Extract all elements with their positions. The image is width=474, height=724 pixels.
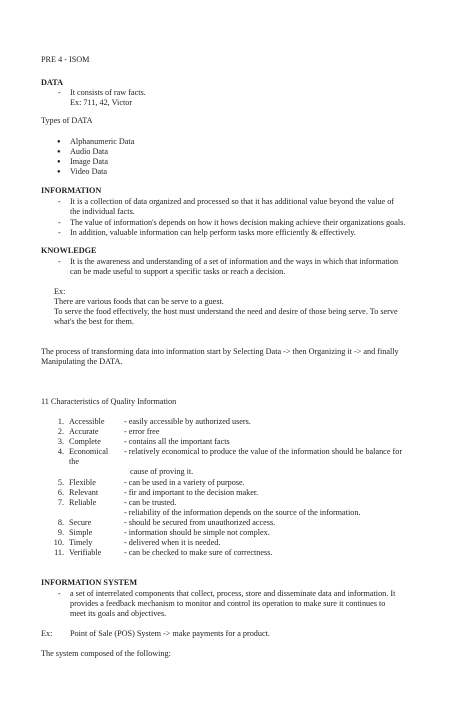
characteristic-number: 10. (53, 538, 64, 547)
dash-bullet: - (58, 257, 61, 266)
knowledge-line-2: can be made useful to support a specific tasks or reach a decision. (70, 267, 286, 276)
characteristic-term: Accessible (69, 417, 105, 426)
characteristic-number: 2. (57, 427, 64, 436)
characteristic-term: Simple (69, 528, 93, 537)
characteristic-description: - delivered when it is needed. (124, 538, 221, 547)
information-item-1-line-2: the individual facts. (70, 207, 135, 216)
information-system-heading: INFORMATION SYSTEM (41, 578, 138, 587)
characteristics-heading: 11 Characteristics of Quality Information (41, 397, 177, 406)
characteristic-number: 8. (57, 518, 64, 527)
characteristic-description: - should be secured from unauthorized access. (124, 518, 276, 527)
characteristic-description: - can be checked to make sure of correctness. (124, 548, 273, 557)
characteristic-number: 7. (57, 498, 64, 507)
system-composed-line: The system composed of the following: (41, 649, 171, 658)
characteristic-term: Timely (69, 538, 93, 547)
knowledge-example-3: what's the best for them. (54, 317, 134, 326)
characteristic-number: 11. (54, 548, 64, 557)
process-line-2: Manipulating the DATA. (41, 357, 123, 366)
characteristic-description: cause of proving it. (130, 467, 194, 476)
list-item: Alphanumeric Data (70, 137, 135, 146)
bullet-icon: ● (57, 139, 61, 145)
characteristic-number: 1. (57, 417, 64, 426)
information-heading: INFORMATION (41, 186, 102, 195)
knowledge-example-2: To serve the food effectively, the host must understand the need and desire of those being serve. To serve (54, 307, 398, 316)
knowledge-ex-label: Ex: (54, 287, 66, 296)
list-item: Video Data (70, 167, 108, 176)
information-system-line-3: meet its goals and objectives. (70, 609, 167, 618)
information-item-3: In addition, valuable information can help perform tasks more efficiently & effectively. (70, 228, 356, 237)
bullet-icon: ● (57, 149, 61, 155)
bullet-icon: ● (57, 159, 61, 165)
dash-bullet: - (58, 589, 61, 598)
process-line-1: The process of transforming data into information start by Selecting Data -> then Organizing it -> and finally (41, 347, 399, 356)
characteristic-number: 6. (57, 488, 64, 497)
characteristic-term: Secure (69, 518, 92, 527)
characteristic-number: 9. (57, 528, 64, 537)
dash-bullet: - (58, 218, 61, 227)
characteristic-term: the (69, 457, 80, 466)
characteristic-term: Accurate (69, 427, 99, 436)
characteristic-description: - information should be simple not complex. (124, 528, 270, 537)
characteristic-description: - can be used in a variety of purpose. (124, 478, 245, 487)
characteristic-number: 4. (57, 447, 64, 456)
document-header: PRE 4 - ISOM (41, 55, 90, 64)
data-line-1: It consists of raw facts. (70, 88, 146, 97)
list-item: Image Data (70, 157, 108, 166)
characteristic-number: 5. (57, 478, 64, 487)
information-system-ex-label: Ex: (41, 629, 53, 638)
types-of-data-heading: Types of DATA (41, 116, 93, 125)
dash-bullet: - (58, 228, 61, 237)
information-system-line-1: a set of interrelated components that collect, process, store and disseminate data and information. It (70, 589, 396, 598)
characteristic-term: Reliable (69, 498, 97, 507)
data-heading: DATA (41, 78, 63, 87)
bullet-icon: ● (57, 169, 61, 175)
characteristic-term: Flexible (69, 478, 96, 487)
characteristic-description: - fir and important to the decision maker. (124, 488, 259, 497)
list-item: Audio Data (70, 147, 108, 156)
information-system-ex-text: Point of Sale (POS) System -> make payments for a product. (70, 629, 270, 638)
dash-bullet: - (58, 88, 61, 97)
knowledge-heading: KNOWLEDGE (41, 246, 97, 255)
information-item-2: The value of information's depends on how it hows decision making achieve their organizations goals. (70, 218, 406, 227)
characteristic-description: - error free (124, 427, 160, 436)
dash-bullet: - (58, 197, 61, 206)
characteristic-number: 3. (57, 437, 64, 446)
characteristic-description: - relatively economical to produce the value of the information should be balance for (124, 447, 403, 456)
information-system-line-2: provides a feedback mechanism to monitor and control its operation to make sure it continues to (70, 599, 386, 608)
characteristic-term: Verifiable (69, 548, 102, 557)
characteristic-description: - easily accessible by authorized users. (124, 417, 251, 426)
information-item-1-line-1: It is a collection of data organized and processed so that it has additional value beyond the value of (70, 197, 395, 206)
characteristic-term: Relevant (69, 488, 99, 497)
characteristic-description: - contains all the important facts (124, 437, 230, 446)
characteristic-term: Complete (69, 437, 101, 446)
knowledge-example-1: There are various foods that can be serve to a guest. (54, 297, 224, 306)
data-line-2: Ex: 711, 42, Victor (70, 98, 133, 107)
characteristic-description: - reliability of the information depends on the source of the information. (124, 508, 361, 517)
knowledge-line-1: It is the awareness and understanding of a set of information and the ways in which that information (70, 257, 399, 266)
characteristic-term: Economical (69, 447, 109, 456)
characteristic-description: - can be trusted. (124, 498, 177, 507)
